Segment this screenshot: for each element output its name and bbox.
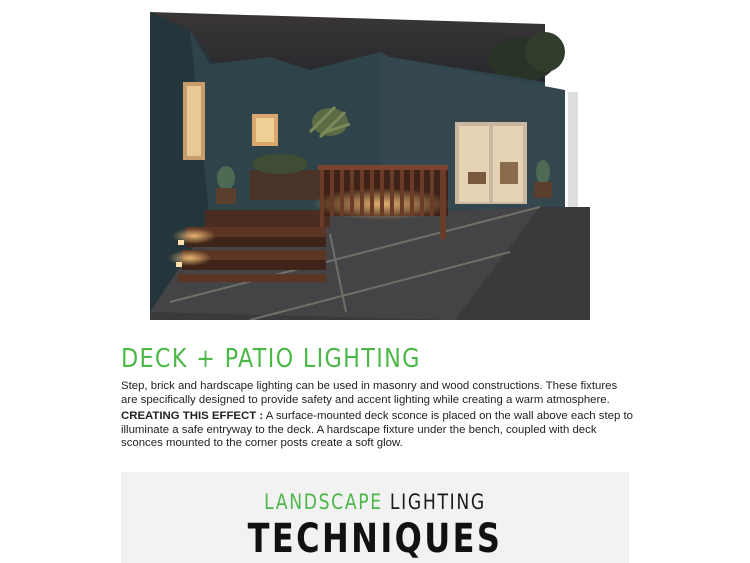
banner-word-landscape: LANDSCAPE — [264, 490, 383, 514]
banner-title — [167, 490, 584, 514]
intro-paragraph: Step, brick and hardscape lighting can be used in masonry and wood constructions. These fixtures are specifically designed to provide safety and accent lighting while creating a warm atmosphere. — [121, 380, 618, 406]
section-heading: DECK + PATIO LIGHTING — [121, 344, 421, 374]
techniques-banner — [121, 472, 629, 563]
effect-label: CREATING THIS EFFECT : — [121, 410, 264, 422]
banner-subtitle: TECHNIQUES — [247, 516, 503, 562]
deck-patio-illustration — [150, 12, 590, 320]
banner-word-lighting: LIGHTING — [382, 490, 486, 514]
effect-paragraph — [121, 410, 636, 451]
effect-text: A surface-mounted deck sconce is placed on the wall above each step to illuminate a safe entryway to the deck. A hardscape fixture under the bench, coupled with deck sconces mounted to the corner posts create a soft glow. — [121, 410, 633, 449]
